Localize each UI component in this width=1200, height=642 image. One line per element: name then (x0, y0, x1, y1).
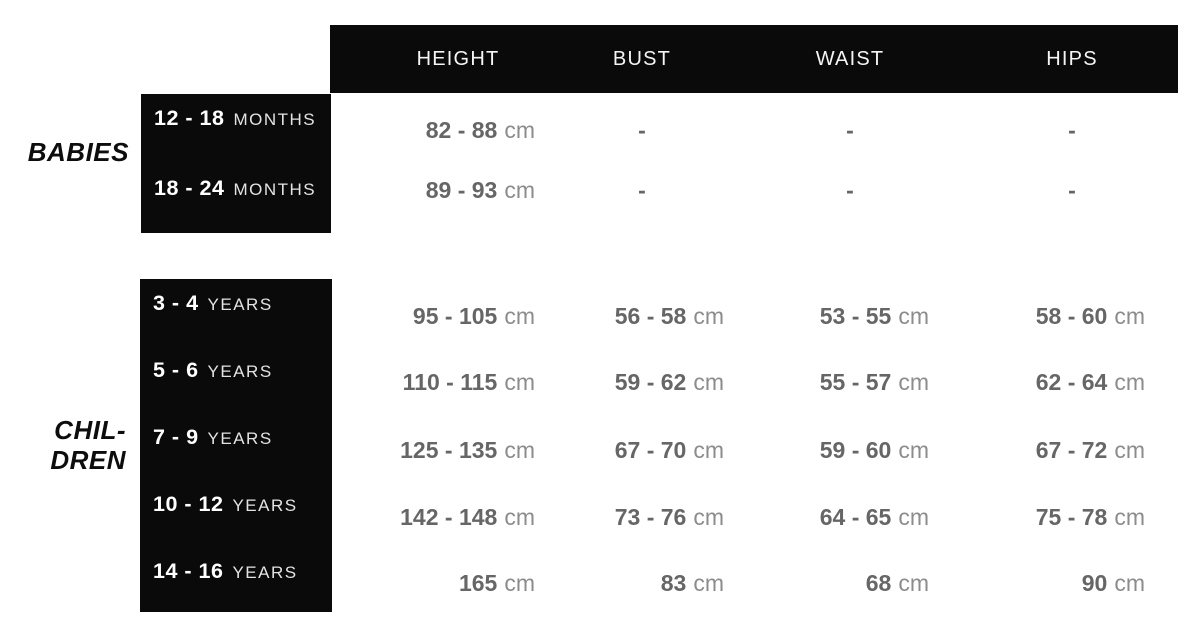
measurement-value: 64 - 65 (819, 504, 892, 530)
measurement-unit: cm (898, 504, 929, 530)
cell-height (305, 112, 535, 148)
measurement-unit: cm (1114, 504, 1145, 530)
cell-waist (699, 499, 929, 535)
age-range-value: 3 - 4 (153, 291, 199, 315)
cell-waist (735, 172, 965, 208)
age-range-unit: YEARS (232, 496, 298, 515)
measurement-value: - (846, 117, 854, 143)
cell-bust (527, 112, 757, 148)
measurement-value: 53 - 55 (819, 303, 892, 329)
age-range-row (154, 100, 316, 136)
section-label-line: DREN (50, 445, 126, 475)
cell-bust (494, 432, 724, 468)
measurement-value: 67 - 70 (614, 437, 687, 463)
age-range-row (153, 352, 273, 388)
age-range-row (153, 553, 298, 589)
measurement-unit: cm (504, 437, 535, 463)
measurement-value: - (1068, 177, 1076, 203)
measurement-value: 95 - 105 (412, 303, 498, 329)
age-range-row (154, 170, 316, 206)
measurement-unit: cm (693, 369, 724, 395)
measurement-value: 83 (660, 570, 687, 596)
cell-height (305, 172, 535, 208)
cell-waist (699, 364, 929, 400)
section-label-children (0, 415, 126, 475)
section-label-line: BABIES (27, 137, 129, 167)
measurement-value: 75 - 78 (1035, 504, 1108, 530)
measurement-unit: cm (898, 437, 929, 463)
column-header-hips: HIPS (1046, 48, 1098, 70)
age-range-unit: YEARS (207, 362, 273, 381)
measurement-unit: cm (1114, 369, 1145, 395)
measurement-value: 82 - 88 (425, 117, 498, 143)
babies-age-box (141, 94, 331, 233)
column-header-height: HEIGHT (416, 48, 500, 70)
measurement-value: 68 (865, 570, 892, 596)
measurement-unit: cm (504, 369, 535, 395)
age-range-unit: YEARS (207, 295, 273, 314)
cell-hips (915, 432, 1145, 468)
section-label-babies (0, 137, 129, 167)
measurement-value: 67 - 72 (1035, 437, 1108, 463)
measurement-value: 59 - 62 (614, 369, 687, 395)
table-header-bar (330, 25, 1178, 93)
measurement-unit: cm (898, 570, 929, 596)
measurement-value: - (1068, 117, 1076, 143)
measurement-unit: cm (504, 303, 535, 329)
section-label-line: CHIL- (54, 415, 126, 445)
measurement-unit: cm (693, 303, 724, 329)
measurement-unit: cm (1114, 570, 1145, 596)
children-age-box (140, 279, 332, 612)
measurement-unit: cm (504, 117, 535, 143)
measurement-value: - (638, 117, 646, 143)
cell-bust (494, 298, 724, 334)
cell-hips (915, 499, 1145, 535)
measurement-value: 125 - 135 (400, 437, 498, 463)
cell-bust (494, 364, 724, 400)
age-range-value: 14 - 16 (153, 559, 224, 583)
measurement-unit: cm (898, 303, 929, 329)
cell-bust (494, 499, 724, 535)
measurement-unit: cm (504, 177, 535, 203)
age-range-value: 12 - 18 (154, 106, 225, 130)
measurement-value: 89 - 93 (425, 177, 498, 203)
cell-hips (915, 364, 1145, 400)
measurement-unit: cm (898, 369, 929, 395)
age-range-value: 10 - 12 (153, 492, 224, 516)
age-range-unit: MONTHS (233, 180, 317, 199)
column-header-waist: WAIST (815, 48, 885, 70)
measurement-value: 165 (458, 570, 498, 596)
measurement-value: 90 (1081, 570, 1108, 596)
cell-hips (915, 298, 1145, 334)
cell-bust (494, 565, 724, 601)
age-range-value: 5 - 6 (153, 358, 199, 382)
column-header-bust: BUST (612, 48, 672, 70)
measurement-unit: cm (693, 570, 724, 596)
age-range-value: 7 - 9 (153, 425, 199, 449)
age-range-row (153, 285, 273, 321)
age-range-row (153, 486, 298, 522)
measurement-value: 55 - 57 (819, 369, 892, 395)
measurement-value: 59 - 60 (819, 437, 892, 463)
measurement-value: 56 - 58 (614, 303, 687, 329)
measurement-unit: cm (693, 504, 724, 530)
cell-waist (699, 432, 929, 468)
cell-waist (699, 565, 929, 601)
cell-waist (735, 112, 965, 148)
measurement-value: - (846, 177, 854, 203)
measurement-unit: cm (1114, 437, 1145, 463)
measurement-unit: cm (504, 570, 535, 596)
age-range-row (153, 419, 273, 455)
measurement-value: 73 - 76 (614, 504, 687, 530)
cell-hips (957, 172, 1187, 208)
measurement-unit: cm (504, 504, 535, 530)
age-range-unit: YEARS (207, 429, 273, 448)
age-range-unit: MONTHS (233, 110, 317, 129)
measurement-value: 62 - 64 (1035, 369, 1108, 395)
age-range-value: 18 - 24 (154, 176, 225, 200)
cell-hips (957, 112, 1187, 148)
measurement-value: 110 - 115 (402, 369, 498, 395)
measurement-value: - (638, 177, 646, 203)
measurement-unit: cm (1114, 303, 1145, 329)
cell-hips (915, 565, 1145, 601)
age-range-unit: YEARS (232, 563, 298, 582)
cell-waist (699, 298, 929, 334)
cell-bust (527, 172, 757, 208)
measurement-unit: cm (693, 437, 724, 463)
measurement-value: 142 - 148 (400, 504, 498, 530)
measurement-value: 58 - 60 (1035, 303, 1108, 329)
